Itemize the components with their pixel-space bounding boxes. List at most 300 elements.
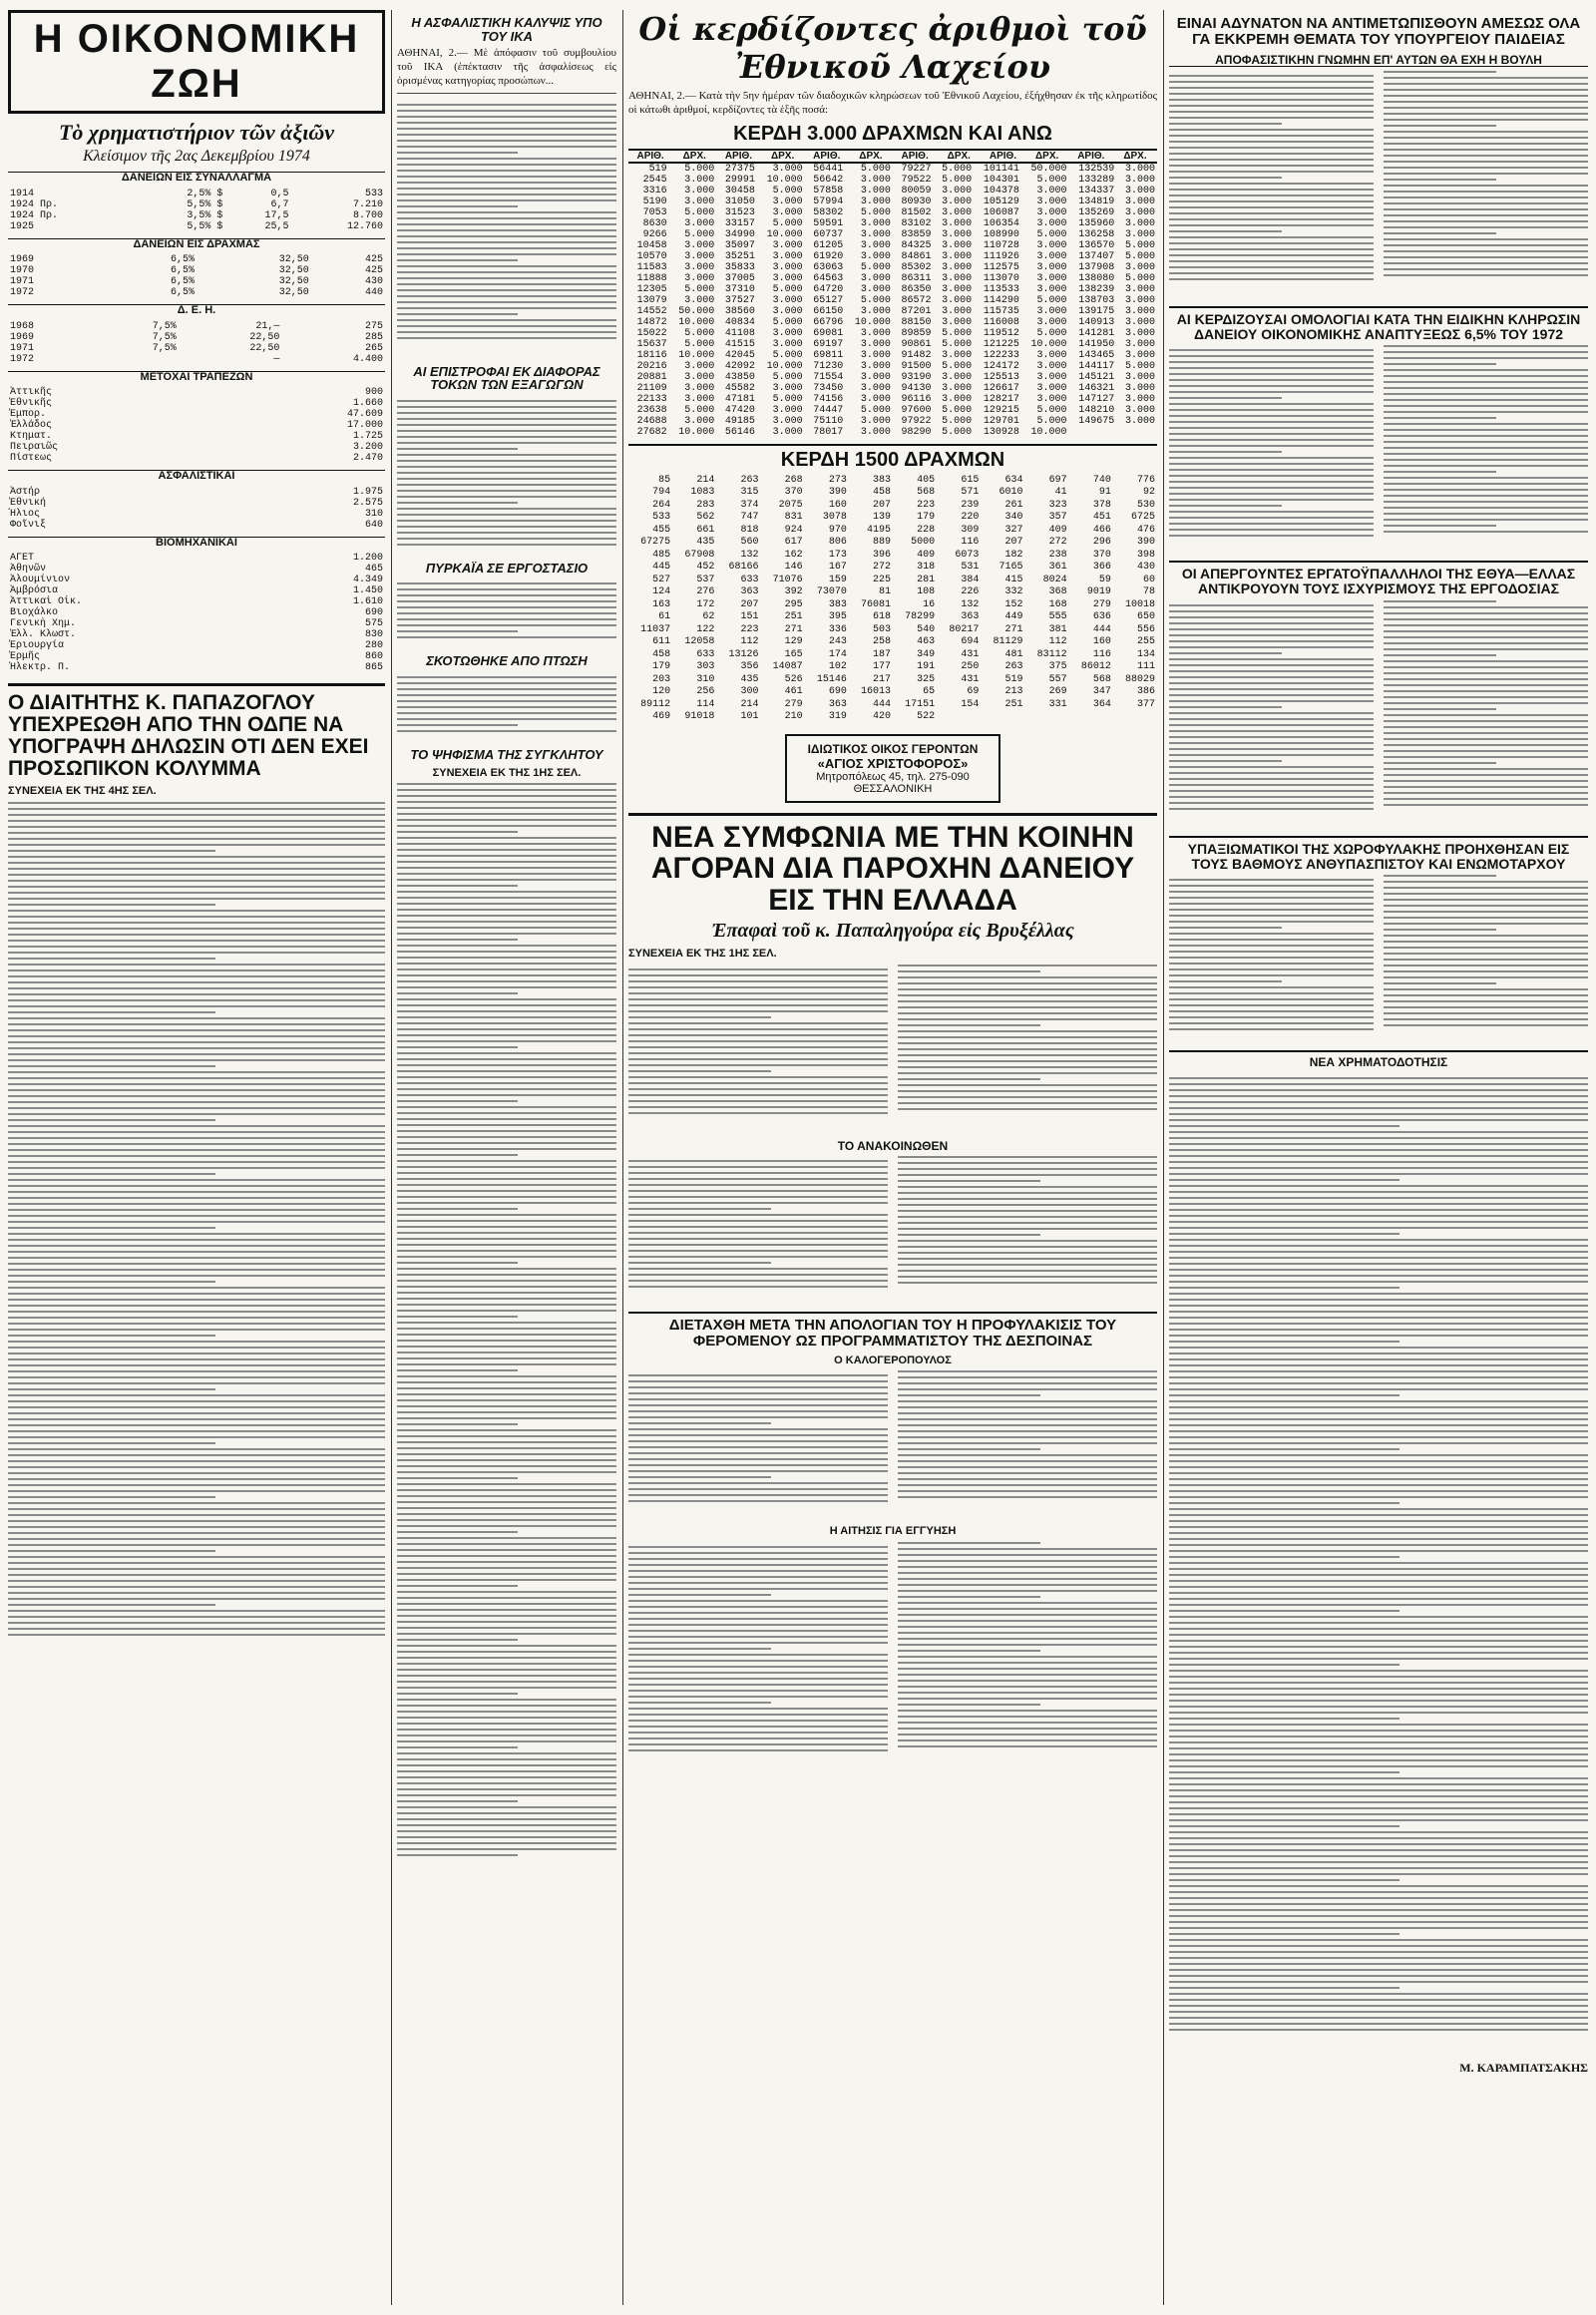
prize-amount: 3.000 (860, 382, 891, 394)
table-row (8, 189, 385, 199)
text-line (1169, 1939, 1588, 1941)
text-line (8, 1185, 385, 1187)
text-line (1384, 191, 1588, 193)
text-line (1169, 123, 1282, 125)
text-line (397, 636, 616, 638)
text-line (397, 1094, 616, 1096)
text-line (628, 1088, 888, 1090)
ticket-number: 79522 (901, 174, 932, 186)
text-line (1169, 974, 1374, 976)
ticket-number: 68166 (728, 562, 759, 573)
text-line (397, 1848, 616, 1850)
text-line (628, 1660, 888, 1662)
table-cell: 6,5% (170, 287, 195, 299)
text-line (397, 424, 616, 426)
ticket-number: 924 (784, 524, 803, 536)
text-line (898, 976, 1157, 978)
text-line (397, 1268, 616, 1270)
text-line (397, 259, 518, 261)
prize-1500-heading: ΚΕΡΔΗ 1500 ΔΡΑΧΜΩΝ (628, 444, 1157, 471)
text-line (628, 1112, 888, 1114)
table-row (8, 607, 385, 618)
table-cell: 285 (364, 331, 383, 343)
text-line (1169, 1347, 1588, 1349)
ticket-number: 1083 (690, 487, 715, 498)
text-line (397, 110, 616, 112)
text-line (397, 1405, 616, 1407)
text-line (1169, 945, 1374, 947)
prize-amount: 3.000 (860, 217, 891, 229)
table-row (8, 662, 385, 673)
text-line (397, 1058, 616, 1060)
text-line (898, 1626, 1157, 1628)
text-line (397, 253, 616, 255)
prize-amount: 10.000 (1030, 426, 1067, 438)
text-line (628, 1058, 888, 1060)
text-line (1169, 499, 1374, 501)
ticket-number: 147127 (1078, 393, 1115, 405)
text-line (397, 412, 616, 414)
ticket-number: 182 (1004, 549, 1023, 561)
text-line (8, 958, 215, 960)
text-line (397, 1567, 616, 1569)
text-line (1169, 1466, 1588, 1468)
text-line (898, 1680, 1157, 1682)
lottery-table-header (628, 149, 1157, 164)
text-line (1384, 208, 1588, 210)
text-line (1384, 149, 1588, 151)
text-line (628, 1552, 888, 1554)
text-line (628, 986, 888, 988)
text-line (8, 1233, 385, 1235)
text-line (1169, 1885, 1588, 1887)
ticket-number: 268 (784, 474, 803, 486)
text-line (397, 1088, 616, 1090)
text-line (1169, 278, 1374, 280)
text-line (397, 1675, 616, 1677)
text-line (397, 945, 616, 947)
ticket-number: 300 (740, 686, 759, 697)
text-line (628, 1624, 888, 1626)
text-line (628, 1494, 888, 1496)
text-line (628, 1010, 888, 1012)
prize-amount: 10.000 (1030, 338, 1067, 350)
ticket-number: 258 (872, 636, 891, 647)
text-line (1169, 517, 1374, 519)
ticket-number: 41108 (724, 327, 755, 339)
ticket-number: 143465 (1078, 349, 1115, 361)
table-cell: 1.450 (352, 585, 383, 597)
text-line (1384, 684, 1588, 686)
text-line (898, 1430, 1157, 1432)
prize-amount: 5.000 (1036, 174, 1067, 186)
prize-amount: 5.000 (772, 283, 803, 295)
text-line (8, 1352, 385, 1354)
text-line (397, 1286, 616, 1288)
text-line (1384, 744, 1588, 746)
table-cell (263, 564, 276, 575)
text-line (1384, 268, 1588, 270)
text-line (397, 1836, 616, 1838)
text-line (898, 1024, 1040, 1026)
ticket-number: 75110 (813, 415, 844, 427)
text-line (1169, 254, 1374, 256)
table-cell: Ἀττικαὶ Οἰκ. (10, 596, 83, 608)
text-line (628, 1244, 888, 1246)
text-line (397, 406, 616, 408)
table-row (8, 498, 385, 509)
text-line (397, 909, 616, 911)
text-line (1169, 1825, 1399, 1827)
text-line (397, 921, 616, 923)
text-line (8, 1424, 385, 1426)
prize-amount: 3.000 (1124, 217, 1155, 229)
prize-amount: 3.000 (942, 195, 973, 207)
ticket-number (1069, 427, 1117, 438)
ticket-number: 104301 (983, 174, 1019, 186)
table-cell (210, 509, 228, 520)
ticket-number: 33157 (724, 217, 755, 229)
text-line (1384, 905, 1588, 907)
text-line (8, 1119, 215, 1121)
text-line (628, 1256, 888, 1258)
text-line (8, 1598, 385, 1600)
text-line (397, 1154, 518, 1156)
prize-amount: 5.000 (942, 174, 973, 186)
table-cell: 5,5% $ (187, 198, 223, 210)
text-line (397, 271, 616, 273)
text-line (8, 892, 385, 894)
text-line (8, 1514, 385, 1516)
text-line (1384, 624, 1588, 626)
text-line (1384, 768, 1588, 770)
ticket-number: 618 (872, 611, 891, 622)
text-line (628, 998, 888, 1000)
text-line (1169, 147, 1374, 149)
text-line (397, 1076, 616, 1078)
text-line (898, 1096, 1157, 1098)
text-line (1169, 129, 1374, 131)
text-line (628, 1404, 888, 1406)
text-line (8, 868, 385, 870)
ticket-number: 383 (828, 598, 847, 610)
text-line (8, 832, 385, 834)
text-line (1384, 232, 1496, 234)
text-line (397, 170, 616, 172)
ticket-number: 120 (652, 686, 671, 697)
prize-amount: 3.000 (1124, 174, 1155, 186)
text-line (898, 1442, 1157, 1444)
ticket-number: 694 (961, 636, 980, 647)
text-line (1169, 748, 1374, 750)
text-line (1169, 1777, 1588, 1779)
text-line (8, 1083, 385, 1085)
prize-amount: 3.000 (684, 250, 715, 262)
table-row (628, 175, 1157, 186)
text-line (8, 1502, 385, 1504)
text-line (628, 1452, 888, 1454)
ticket-number: 315 (740, 487, 759, 498)
text-line (1384, 143, 1588, 145)
text-line (8, 1556, 385, 1558)
text-line (1384, 417, 1496, 419)
text-line (898, 1412, 1157, 1414)
text-line (397, 1387, 616, 1389)
prize-amount: 10.000 (678, 316, 715, 328)
text-line (397, 783, 616, 785)
ticket-number: 332 (1004, 586, 1023, 597)
text-line (8, 1179, 385, 1181)
text-line (8, 1610, 385, 1612)
text-line (1169, 523, 1374, 525)
text-line (8, 993, 385, 995)
ticket-number: 86311 (901, 272, 932, 284)
table-cell (250, 662, 263, 673)
text-line (397, 1854, 518, 1856)
prize-amount: 3.000 (1124, 349, 1155, 361)
text-line (1384, 83, 1588, 85)
text-line (397, 295, 616, 297)
text-line (1169, 1293, 1588, 1295)
text-line (397, 104, 616, 106)
text-line (1169, 81, 1374, 83)
text-line (8, 1023, 385, 1025)
text-line (1169, 1352, 1588, 1354)
ticket-number: 435 (740, 673, 759, 685)
text-line (1169, 1891, 1588, 1893)
text-line (628, 1220, 888, 1222)
text-line (397, 682, 616, 684)
text-line (1169, 1137, 1588, 1139)
text-line (1384, 250, 1588, 252)
text-line (397, 496, 616, 498)
text-line (1169, 1879, 1399, 1881)
article-text (628, 1370, 1157, 1520)
text-line (397, 1064, 616, 1066)
ticket-number: 140913 (1078, 316, 1115, 328)
text-line (1384, 953, 1588, 955)
text-line (397, 1770, 616, 1772)
ticket-number: 239 (961, 499, 980, 511)
ticket-number: 132 (740, 549, 759, 561)
text-line (628, 1398, 888, 1400)
ticket-number: 481 (1004, 648, 1023, 660)
text-line (1169, 1400, 1588, 1402)
text-line (1384, 185, 1588, 187)
prize-amount: 3.000 (942, 371, 973, 383)
text-line (1384, 107, 1588, 109)
ticket-number: 11037 (640, 623, 671, 635)
ticket-number: 76081 (860, 598, 891, 610)
text-line (1384, 887, 1588, 889)
column-rule (622, 10, 623, 2305)
prize-amount: 3.000 (1036, 272, 1067, 284)
ticket-number: 562 (696, 512, 715, 523)
text-line (628, 1064, 888, 1066)
text-line (8, 1035, 385, 1037)
ticket-number: 264 (652, 499, 671, 511)
article-text (397, 672, 616, 742)
ticket-number: 73070 (816, 586, 847, 597)
ticket-number: 377 (1136, 698, 1155, 710)
table-cell (250, 629, 263, 640)
text-line (397, 1052, 616, 1054)
table-row (8, 199, 385, 210)
text-line (628, 1476, 771, 1478)
text-line (1169, 1251, 1588, 1253)
text-line (8, 910, 385, 912)
text-line (1169, 1341, 1399, 1343)
text-line (8, 1257, 385, 1259)
table-cell: 1.610 (352, 596, 383, 608)
text-line (397, 1519, 616, 1521)
ticket-number: 126617 (983, 382, 1019, 394)
ticket-number: 61 (658, 611, 671, 622)
text-line (1169, 1945, 1588, 1947)
text-line (397, 1417, 616, 1419)
article-text (1169, 345, 1588, 555)
text-line (1169, 1700, 1588, 1702)
text-line (397, 1501, 616, 1503)
ticket-number: 177 (872, 661, 891, 672)
text-line (397, 211, 616, 213)
text-line (1384, 959, 1588, 961)
financing-heading: ΝΕΑ ΧΡΗΜΑΤΟΔΟΤΗΣΙΣ (1169, 1050, 1588, 1069)
ticket-number: 263 (1004, 661, 1023, 672)
text-line (1169, 111, 1374, 113)
fire-heading: ΠΥΡΚΑΪΑ ΣΕ ΕΡΓΟΣΤΑΣΙΟ (425, 560, 589, 576)
text-line (1169, 790, 1374, 792)
text-line (1169, 1077, 1588, 1079)
ticket-number: 12305 (636, 283, 667, 295)
text-line (1384, 720, 1588, 722)
text-line (1169, 1831, 1588, 1833)
lottery-1500-numbers (628, 475, 1157, 724)
bail-heading: Η ΑΙΤΗΣΙΣ ΓΙΑ ΕΓΓΥΗΣΗ (829, 1525, 957, 1538)
text-line (397, 430, 616, 432)
text-line (1169, 1155, 1588, 1157)
ticket-number: 323 (1048, 499, 1067, 511)
text-line (8, 1329, 385, 1331)
text-line (898, 1739, 1157, 1741)
text-line (8, 898, 385, 900)
text-line (8, 1071, 385, 1073)
text-line (1384, 798, 1588, 800)
text-line (628, 968, 888, 970)
prize-amount: 3.000 (1036, 261, 1067, 273)
table-row (8, 453, 385, 464)
text-line (1169, 766, 1374, 768)
text-line (628, 974, 888, 976)
ticket-number: 2075 (778, 499, 803, 511)
text-line (397, 502, 518, 504)
text-line (1169, 1969, 1588, 1971)
text-line (8, 1041, 385, 1043)
text-line (8, 1137, 385, 1139)
text-line (1169, 1604, 1588, 1606)
text-line (8, 1029, 385, 1031)
text-line (1169, 1113, 1588, 1115)
table-cell: Ἐρμῆς (10, 651, 41, 663)
text-line (8, 1442, 215, 1444)
text-line (8, 1622, 385, 1624)
text-line (397, 676, 616, 678)
ticket-number: 228 (917, 524, 936, 536)
text-line (397, 1507, 616, 1509)
table-cell: 2.470 (352, 453, 383, 465)
text-line (397, 442, 616, 444)
prize-amount: 3.000 (1036, 305, 1067, 317)
text-line (397, 1340, 616, 1342)
ticket-number: 444 (1092, 623, 1111, 635)
referee-headline: Ο ΔΙΑΙΤΗΤΗΣ Κ. ΠΑΠΑΖΟΓΛΟΥ ΥΠΕΧΡΕΩΘΗ ΑΠΟ ΤΗΝ ΟΔΠΕ ΝΑ ΥΠΟΓΡΑΨΗ ΔΗΛΩΣΙΝ ΟΤΙ ΔΕΝ ΕΧΕΙ ΠΡΟΣΩΠΙΚΟΝ ΚΟΛΥΜΜΑ (8, 683, 385, 780)
table-cell: 17,5 (264, 209, 289, 221)
text-line (1384, 393, 1588, 395)
text-line (397, 1758, 616, 1760)
table-cell: 25,5 (264, 220, 289, 232)
text-line (628, 1016, 771, 1018)
text-line (1169, 1257, 1588, 1259)
text-line (1169, 1676, 1588, 1678)
text-line (8, 1634, 385, 1636)
text-line (397, 400, 616, 402)
ticket-number: 207 (740, 598, 759, 610)
table-row (8, 651, 385, 662)
text-line (397, 1639, 518, 1641)
ticket-number: 207 (1004, 537, 1023, 548)
text-line (397, 140, 616, 142)
text-line (1169, 1915, 1588, 1917)
ticket-number: 390 (1136, 537, 1155, 548)
text-line (898, 1424, 1157, 1426)
ticket-number: 65127 (813, 294, 844, 306)
text-line (397, 1124, 616, 1126)
ticket-number: 556 (1136, 623, 1155, 635)
text-line (1384, 774, 1588, 776)
ticket-number: 831 (784, 512, 803, 523)
text-line (397, 1298, 616, 1300)
ticket-number: 80217 (949, 623, 980, 635)
prize-amount (1116, 427, 1157, 438)
text-line (1169, 1484, 1588, 1486)
table-cell: 1.200 (352, 553, 383, 565)
ticket-number: 296 (1092, 537, 1111, 548)
ticket-number: 87201 (901, 305, 932, 317)
text-line (898, 1090, 1157, 1092)
text-line (397, 1579, 616, 1581)
ticket-number: 522 (917, 711, 936, 722)
prize-amount: 3.000 (942, 261, 973, 273)
prize-amount: 3.000 (860, 393, 891, 405)
prize-amount: 3.000 (1124, 316, 1155, 328)
text-line (1384, 244, 1588, 246)
text-line (1169, 1131, 1588, 1133)
text-line (1169, 421, 1374, 423)
text-line (898, 1632, 1157, 1634)
ad-address: Μητροπόλεως 45, τηλ. 275-090 ΘΕΣΣΑΛΟΝΙΚΗ (816, 770, 970, 795)
text-line (1169, 457, 1374, 459)
text-line (898, 1246, 1157, 1248)
prize-amount: 3.000 (1036, 206, 1067, 218)
ticket-number: 250 (961, 661, 980, 672)
text-line (397, 223, 616, 225)
ticket-number: 223 (917, 499, 936, 511)
text-line (628, 1576, 888, 1578)
text-line (1384, 256, 1588, 258)
text-line (397, 1010, 616, 1012)
text-line (8, 1005, 385, 1007)
text-line (1384, 696, 1588, 698)
